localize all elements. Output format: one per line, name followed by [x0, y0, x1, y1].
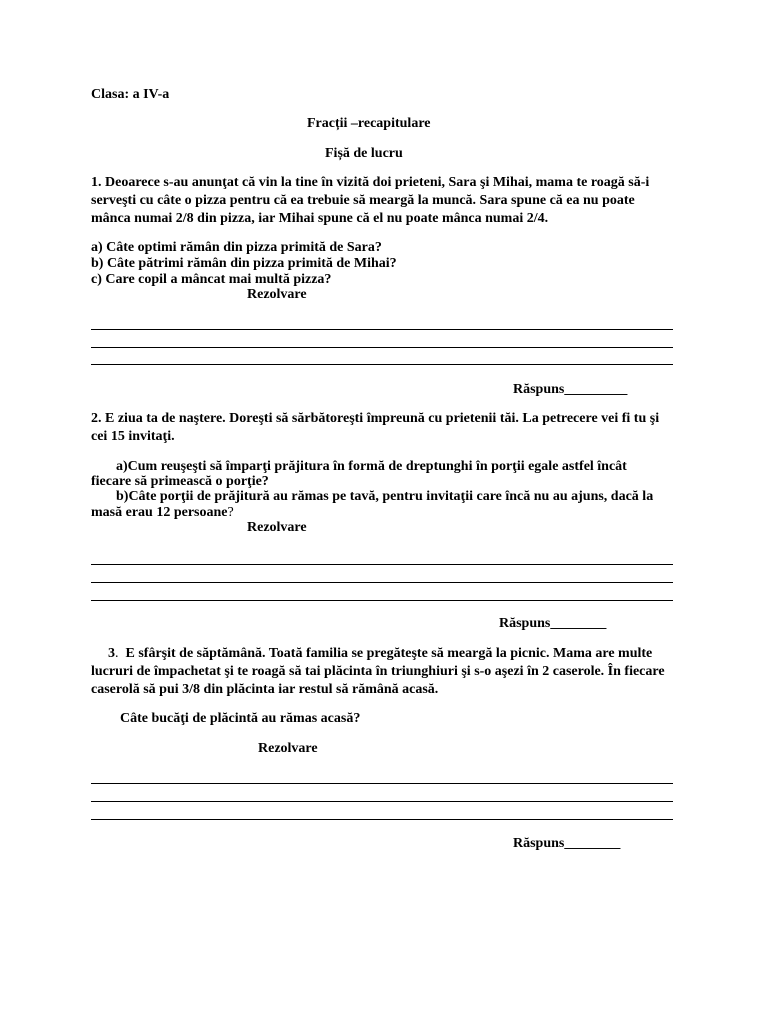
problem1-question-c: c) Care copil a mâncat mai multă pizza? [91, 272, 332, 287]
problem1-solution-label: Rezolvare [247, 287, 307, 302]
problem2-answer-label: Răspuns________ [499, 616, 607, 631]
problem3-answer-label: Răspuns________ [513, 836, 621, 851]
problem2-line: 2. E ziua ta de naştere. Doreşti să sărbătoreşti împreună cu prietenii tăi. La petrecere vei fi tu şi [91, 411, 660, 426]
answer-line[interactable] [91, 819, 673, 820]
answer-line[interactable] [91, 329, 673, 330]
problem2-solution-label: Rezolvare [247, 520, 307, 535]
problem1-answer-label: Răspuns_________ [513, 382, 628, 397]
problem1-line: 1. Deoarece s-au anunţat că vin la tine în vizită doi prieteni, Sara şi Mihai, mama te roagă să-i [91, 175, 650, 190]
problem3-solution-label: Rezolvare [258, 741, 318, 756]
problem1-question-a: a) Câte optimi rămân din pizza primită de Sara? [91, 240, 382, 255]
problem3-line: 3. E sfârşit de săptămână. Toată familia se pregăteşte să meargă la picnic. Mama are multe [108, 646, 653, 661]
problem1-line: mânca numai 2/8 din pizza, iar Mihai spune că el nu poate mânca numai 2/4. [91, 211, 549, 226]
answer-line[interactable] [91, 364, 673, 365]
problem3-line: lucruri de împachetat şi te roagă să tai plăcinta în triunghiuri şi s-o aşezi în 2 caserole. În fiecare [91, 664, 665, 679]
problem1-question-b: b) Câte pătrimi rămân din pizza primită de Mihai? [91, 256, 397, 271]
answer-line[interactable] [91, 801, 673, 802]
class-line: Clasa: a IV-a [91, 87, 170, 102]
problem3-question: Câte bucăţi de plăcintă au rămas acasă? [120, 711, 361, 726]
problem2-line: cei 15 invitaţi. [91, 429, 175, 444]
answer-line[interactable] [91, 582, 673, 583]
answer-line[interactable] [91, 783, 673, 784]
problem2-question-a: fiecare să primească o porţie? [91, 474, 269, 489]
problem3-line: caserolă să pui 3/8 din plăcinta iar restul să rămână acasă. [91, 682, 439, 697]
answer-line[interactable] [91, 347, 673, 348]
problem2-question-a: a)Cum reuşeşti să împarţi prăjitura în formă de dreptunghi în porţii egale astfel încât [116, 459, 627, 474]
page-title: Fracții –recapitulare [307, 116, 431, 131]
problem1-line: serveşti cu câte o pizza pentru că ea trebuie să meargă la muncă. Sara spune că ea nu poate [91, 193, 635, 208]
problem2-question-b: masă erau 12 persoane? [91, 505, 234, 520]
answer-line[interactable] [91, 564, 673, 565]
problem2-question-b: b)Câte porţii de prăjitură au rămas pe tavă, pentru invitaţii care încă nu au ajuns, dacă la [116, 489, 654, 504]
answer-line[interactable] [91, 600, 673, 601]
page-subtitle: Fișă de lucru [325, 146, 403, 161]
